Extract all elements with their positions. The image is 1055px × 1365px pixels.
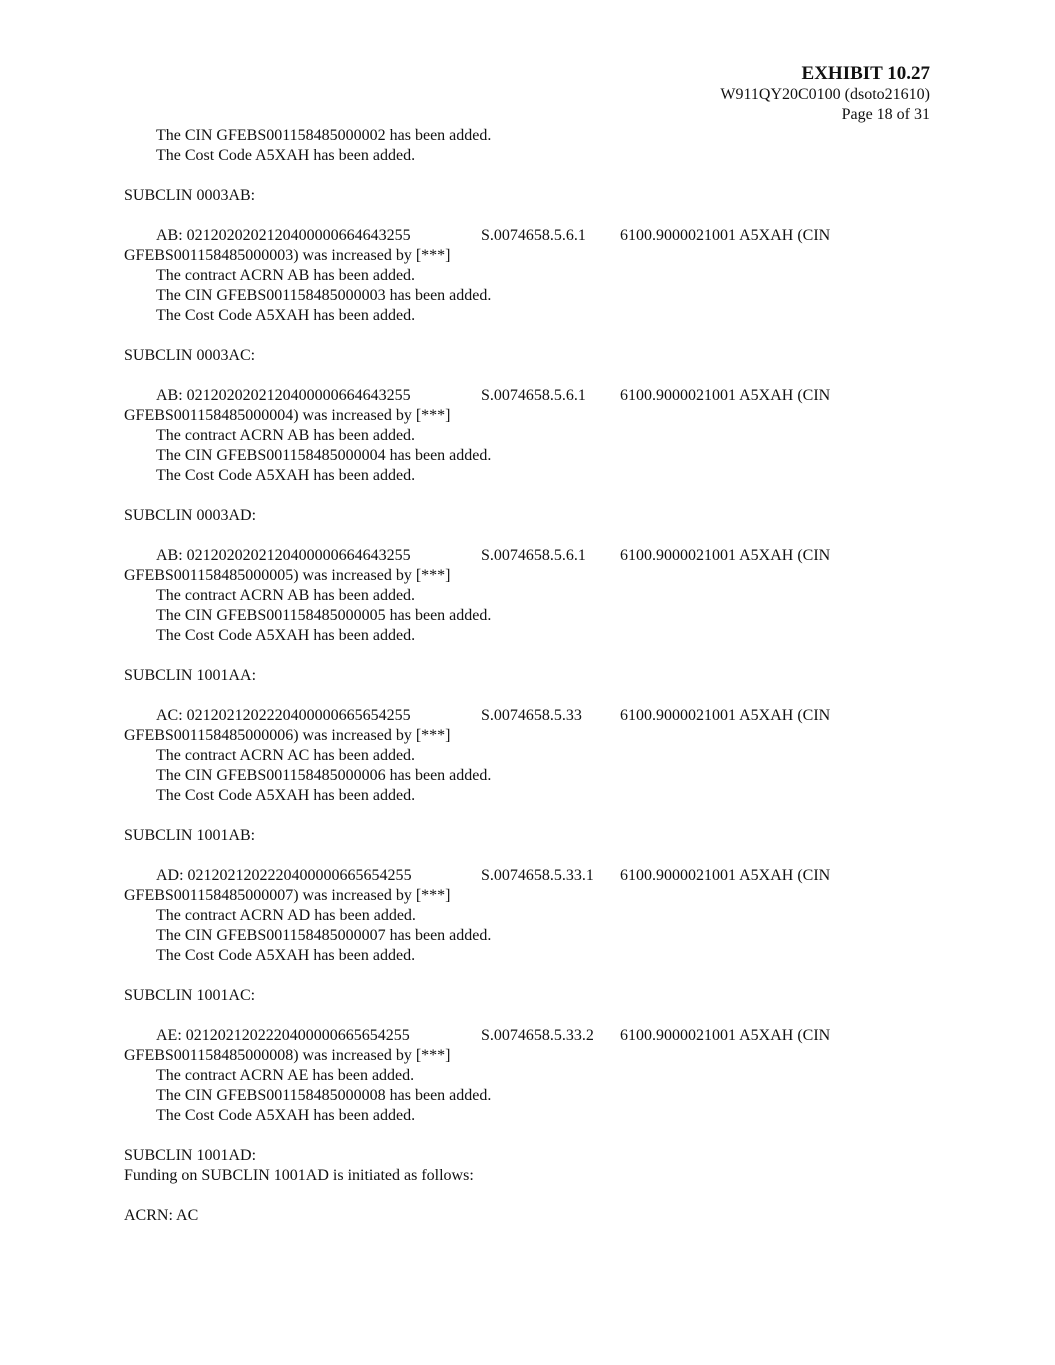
page-number: Page 18 of 31 <box>841 106 930 123</box>
document-body <box>124 126 924 1226</box>
subclin-block <box>124 186 924 346</box>
subclin-title: SUBCLIN 1001AB: <box>124 827 256 844</box>
cost-added: The Cost Code A5XAH has been added. <box>156 307 416 324</box>
acrn-added: The contract ACRN AC has been added. <box>156 747 416 764</box>
subclin-final-block <box>124 1146 924 1226</box>
acrn-line: AE: 021202120222040000066565425 <box>156 1027 402 1044</box>
subclin-block <box>124 666 924 826</box>
subclin-block <box>124 346 924 506</box>
subclin-title: SUBCLIN 0003AD: <box>124 507 257 524</box>
fund-code: S.0074658.5.6.1 <box>481 227 586 244</box>
cost-added: The Cost Code A5XAH has been added. <box>156 947 416 964</box>
funding-continuation: GFEBS001158485000008) was increased by [***] <box>124 1047 451 1064</box>
cin-added: The CIN GFEBS001158485000006 has been added. <box>156 767 492 784</box>
cost-code: 6100.9000021001 A5XAH (CIN <box>620 867 831 884</box>
acrn-line: AB: 021202020212040000066464325 <box>156 227 403 244</box>
fund-code: S.0074658.5.33.2 <box>481 1027 594 1044</box>
cost-added: The Cost Code A5XAH has been added. <box>156 787 416 804</box>
funding-line <box>124 226 924 246</box>
acrn-label: ACRN: AC <box>124 1207 199 1224</box>
funding-line <box>124 706 924 726</box>
cost-added: The Cost Code A5XAH has been added. <box>156 627 416 644</box>
acrn-line-tail: 5 <box>401 1027 410 1044</box>
funding-continuation: GFEBS001158485000005) was increased by [***] <box>124 567 451 584</box>
fund-code: S.0074658.5.6.1 <box>481 547 586 564</box>
cost-code: 6100.9000021001 A5XAH (CIN <box>620 1027 831 1044</box>
cin-added: The CIN GFEBS001158485000007 has been added. <box>156 927 492 944</box>
fund-code: S.0074658.5.33 <box>481 707 582 724</box>
cin-added: The CIN GFEBS001158485000005 has been added. <box>156 607 492 624</box>
subclin-block <box>124 506 924 666</box>
acrn-line: AC: 021202120222040000066565425 <box>156 707 403 724</box>
funding-line <box>124 866 924 886</box>
cin-added: The CIN GFEBS001158485000003 has been added. <box>156 287 492 304</box>
funding-line <box>124 546 924 566</box>
page-header <box>720 63 930 125</box>
intro-cin-added: The CIN GFEBS001158485000002 has been added. <box>156 127 492 144</box>
funding-initiated-text: Funding on SUBCLIN 1001AD is initiated as follows: <box>124 1167 474 1184</box>
acrn-line-tail: 5 <box>403 867 412 884</box>
contract-number: W911QY20C0100 (dsoto21610) <box>720 86 930 103</box>
subclin-block <box>124 826 924 986</box>
funding-continuation: GFEBS001158485000006) was increased by [***] <box>124 727 451 744</box>
fund-code: S.0074658.5.6.1 <box>481 387 586 404</box>
funding-continuation: GFEBS001158485000003) was increased by [***] <box>124 247 451 264</box>
subclin-title: SUBCLIN 1001AC: <box>124 987 256 1004</box>
cost-code: 6100.9000021001 A5XAH (CIN <box>620 707 831 724</box>
acrn-added: The contract ACRN AD has been added. <box>156 907 416 924</box>
subclin-block <box>124 986 924 1146</box>
cost-code: 6100.9000021001 A5XAH (CIN <box>620 547 831 564</box>
exhibit-label: EXHIBIT 10.27 <box>801 63 930 84</box>
acrn-line-tail: 5 <box>402 227 411 244</box>
funding-line <box>124 386 924 406</box>
funding-continuation: GFEBS001158485000004) was increased by [***] <box>124 407 451 424</box>
acrn-line: AB: 021202020212040000066464325 <box>156 387 403 404</box>
acrn-line: AB: 021202020212040000066464325 <box>156 547 403 564</box>
cost-added: The Cost Code A5XAH has been added. <box>156 467 416 484</box>
acrn-added: The contract ACRN AB has been added. <box>156 587 416 604</box>
acrn-added: The contract ACRN AB has been added. <box>156 267 416 284</box>
subclin-title: SUBCLIN 1001AA: <box>124 667 257 684</box>
intro-cost-added: The Cost Code A5XAH has been added. <box>156 147 416 164</box>
subclin-title: SUBCLIN 0003AB: <box>124 187 256 204</box>
subclin-title: SUBCLIN 0003AC: <box>124 347 256 364</box>
funding-continuation: GFEBS001158485000007) was increased by [***] <box>124 887 451 904</box>
cost-code: 6100.9000021001 A5XAH (CIN <box>620 387 831 404</box>
acrn-line-tail: 5 <box>402 387 411 404</box>
fund-code: S.0074658.5.33.1 <box>481 867 594 884</box>
cin-added: The CIN GFEBS001158485000004 has been added. <box>156 447 492 464</box>
acrn-added: The contract ACRN AB has been added. <box>156 427 416 444</box>
acrn-line-tail: 5 <box>402 547 411 564</box>
cost-added: The Cost Code A5XAH has been added. <box>156 1107 416 1124</box>
cin-added: The CIN GFEBS001158485000008 has been added. <box>156 1087 492 1104</box>
subclin-title: SUBCLIN 1001AD: <box>124 1147 257 1164</box>
acrn-line-tail: 5 <box>402 707 411 724</box>
cost-code: 6100.9000021001 A5XAH (CIN <box>620 227 831 244</box>
acrn-line: AD: 021202120222040000066565425 <box>156 867 404 884</box>
funding-line <box>124 1026 924 1046</box>
acrn-added: The contract ACRN AE has been added. <box>156 1067 415 1084</box>
